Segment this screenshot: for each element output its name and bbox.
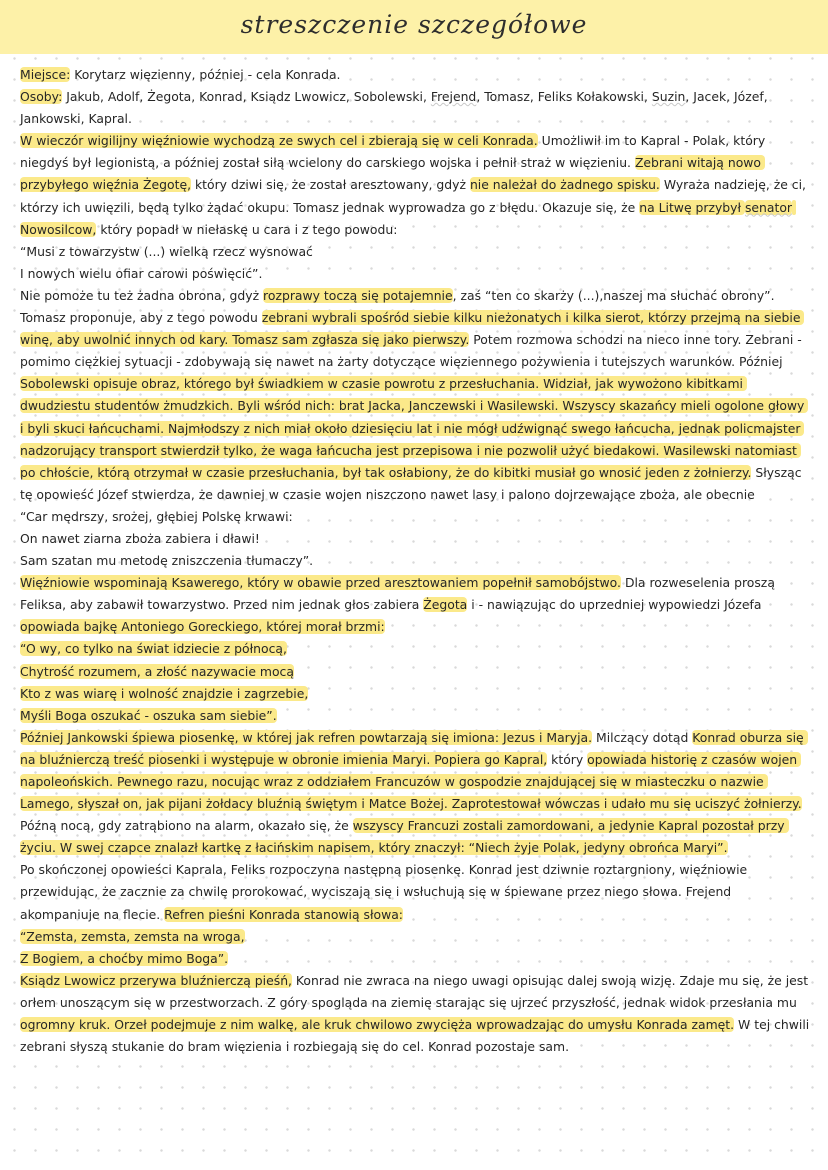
text-segment: Jakub, Adolf, Żegota, Konrad, Ksiądz Lwowicz, Sobolewski,: [62, 89, 431, 105]
highlighted-text: opowiada bajkę Antoniego Goreckiego, której morał brzmi:: [20, 619, 385, 635]
paragraph: [20, 528, 810, 550]
highlighted-text: Refren pieśni Konrada stanowią słowa:: [164, 906, 403, 922]
text-segment: Po skończonej opowieści Kaprala, Feliks rozpoczyna następną piosenkę. Konrad jest dziwnie roztargniony, więźniowie przewidując, że zacznie za chwilę prorokować, wyciszają się i wsłuchują się w śpiewane przez niego słowa. Frejend akompaniuje na flecie.: [20, 862, 752, 922]
highlighted-text: zebrani wybrali spośród siebie kilku nieżonatych i kilka sierot, którzy przejmą na siebie winę, aby uwolnić innych od kary. Tomasz sam zgłasza się jako pierwszy.: [20, 310, 805, 348]
highlighted-text: Chytrość rozumem, a złość nazywacie mocą: [20, 663, 294, 679]
paragraph: [20, 285, 810, 506]
text-segment: , zaś “ten co skarży (...),naszej ma słuchać obrony”. Tomasz proponuje, aby z tego powodu: [20, 287, 779, 326]
highlighted-text: “O wy, co tylko na świat idziecie z północą,: [20, 641, 287, 657]
paragraph: [20, 705, 810, 727]
highlighted-text: “Zemsta, zemsta, zemsta na wroga,: [20, 928, 245, 944]
highlighted-text: Kto z was wiarę i wolność znajdzie i zagrzebie,: [20, 685, 309, 701]
highlighted-text: Miejsce:: [20, 67, 71, 82]
highlighted-text: Myśli Boga oszukać - oszuka sam siebie”.: [20, 707, 277, 723]
text-segment: Potem rozmowa schodzi na nieco inne tory. Zebrani - pomimo ciężkiej sytuacji - zdobywają się nawet na żarty dotyczące więziennego pożywienia i tutejszych warunków. Później: [20, 332, 806, 370]
text-segment: Suzin: [651, 89, 686, 105]
text-segment: i - nawiązując do uprzedniej wypowiedzi Józefa: [467, 597, 766, 613]
paragraph: [20, 926, 810, 948]
highlighted-text: ogromny kruk. Orzeł podejmuje z nim walkę, ale kruk chwilowo zwycięża wprowadzając do umysłu Konrada zamęt.: [20, 1017, 735, 1033]
text-segment: W tej chwili zebrani słyszą stukanie do bram więzienia i rozbiegają się do cel. Konrad pozostaje sam.: [20, 1017, 814, 1055]
highlighted-text: Żegota: [423, 597, 468, 613]
paragraph: [20, 661, 810, 683]
highlighted-text: rozprawy toczą się potajemnie: [263, 287, 453, 303]
highlighted-text: Z Bogiem, a choćby mimo Boga”.: [20, 950, 229, 966]
text-segment: Późną nocą, gdy zatrąbiono na alarm, okazało się, że: [20, 796, 806, 834]
text-segment: Dla rozweselenia proszą Feliksa, aby zabawił towarzystwo. Przed nim jednak głos zabiera: [20, 575, 779, 613]
paragraph: [20, 970, 814, 1058]
paragraph: [20, 64, 810, 86]
text-segment: “Musi z towarzystw (...) wielką rzecz wysnować: [20, 243, 313, 259]
highlighted-text: Zebrani witają nowo przybyłego więźnia Żegotę,: [20, 155, 765, 193]
text-segment: Milczący dotąd: [592, 729, 693, 745]
highlighted-text: na Litwę przybył: [639, 199, 745, 215]
paragraph: [20, 572, 810, 638]
text-segment: I nowych wielu ofiar carowi poświęcić”.: [20, 265, 263, 281]
text-segment: Frejend: [430, 89, 477, 105]
paragraph: [20, 683, 810, 705]
paragraph: [20, 86, 810, 130]
paragraph: [20, 241, 810, 263]
highlighted-text: nie należał do żadnego spisku.: [469, 177, 660, 193]
paragraph: [20, 550, 810, 572]
text-segment: Wyraża nadzieję, że ci, którzy ich uwięzili, będą tylko żądać okupu. Tomasz jednak wyprowadza go z błędu. Okazuje się, że: [20, 177, 810, 215]
highlighted-text: Nowosilcow,: [20, 199, 796, 237]
document-body: [20, 64, 814, 1058]
highlighted-text: Sobolewski opisuje obraz, którego był świadkiem w czasie powrotu z przesłuchania. Widział, jak wywożono kibitkami dwudziestu studentów żmudzkich. Byli wśród nich: brat Jacka, Janczewski i Wasilewski. Wszyscy skazańcy mieli ogolone głowy i byli skuci łańcuchami. Najmłodszy z nich miał około dziesięciu lat i nie mógł udźwignąć swego łańcucha, jednak policmajster nadzorujący transport stwierdził tylko, że waga łańcucha jest przepisowa i nie pozwolił użyć biedakowi. Wasilewski natomiast po chłoście, którą otrzymał w czasie przesłuchania, był tak osłabiony, że do kibitki musiał go wnosić jeden z żołnierzy.: [20, 376, 809, 480]
text-segment: który popadł w niełaskę u cara i z tego powodu:: [96, 221, 398, 237]
highlighted-text: wszyscy Francuzi zostali zamordowani, a jedynie Kapral pozostał przy życiu. W swej czapce znalazł kartkę z łacińskim napisem, który znaczył: “Niech żyje Polak, jedyny obrońca Maryi”.: [20, 818, 789, 856]
paragraph: [20, 130, 810, 240]
highlighted-text: Więźniowie wspominają Ksawerego, który w obawie przed aresztowaniem popełnił samobójstwo.: [20, 575, 621, 591]
paragraph: [20, 506, 810, 528]
highlighted-text: Później Jankowski śpiewa piosenkę, w której jak refren powtarzają się imiona: Jezus i Maryja.: [20, 729, 593, 745]
text-segment: Sam szatan mu metodę zniszczenia tłumaczy”.: [20, 553, 314, 569]
highlighted-text: Osoby:: [20, 89, 63, 105]
text-segment: Korytarz więzienny, później - cela Konrada.: [70, 67, 341, 82]
text-segment: Nie pomoże tu też żadna obrona, gdyż: [20, 287, 264, 303]
paragraph: [20, 948, 810, 970]
highlighted-text: Ksiądz Lwowicz przerywa bluźnierczą pieśń,: [20, 972, 292, 988]
highlighted-text: opowiada historię z czasów wojen napoleońskich. Pewnego razu, nocując wraz z oddziałem Francuzów w gospodzie znajdującej się w miasteczku o nazwie Lamego, słyszał on, jak pijani żołdacy bluźnią świętym i Matce Bożej. Zaprotestował wówczas i udało mu się uciszyć żołnierzy.: [20, 751, 802, 812]
paragraph: [20, 263, 810, 285]
highlighted-text: senator: [744, 199, 793, 215]
text-segment: który: [547, 751, 588, 767]
text-segment: który dziwi się, że został aresztowany, gdyż: [191, 177, 470, 193]
text-segment: Słysząc tę opowieść Józef stwierdza, że dawniej w czasie wojen niszczono nawet lasy i palono dojrzewające zboża, ale obecnie: [20, 464, 806, 502]
text-segment: On nawet ziarna zboża zabiera i dławi!: [20, 530, 260, 546]
text-segment: , Tomasz, Feliks Kołakowski,: [476, 89, 652, 105]
paragraph: [20, 859, 810, 925]
highlighted-text: W wieczór wigilijny więźniowie wychodzą ze swych cel i zbierają się w celi Konrada.: [20, 133, 538, 149]
title-band: [0, 0, 828, 54]
text-segment: Konrad nie zwraca na niego uwagi opisując dalej swoją wizję. Zdaje mu się, że jest orłem unoszącym się w przestworzach. Z góry spogląda na ziemię starając się ujrzeć przyszłość, jednak widok przesłania mu: [20, 972, 813, 1010]
paragraph: [20, 727, 810, 860]
page-title: streszczenie szczegółowe: [240, 10, 588, 39]
text-segment: Umożliwił im to Kapral - Polak, który niegdyś był legionistą, a później został siłą wcielony do carskiego wojska i pełnił straż w więzieniu.: [20, 133, 770, 171]
text-segment: “Car mędrszy, srożej, głębiej Polskę krwawi:: [20, 508, 293, 524]
text-segment: , Jacek, Józef, Jankowski, Kapral.: [20, 89, 772, 127]
paragraph: [20, 638, 810, 660]
highlighted-text: Konrad oburza się na bluźnierczą treść piosenki i występuje w obronie imienia Maryi. Popiera go Kapral,: [20, 729, 808, 767]
